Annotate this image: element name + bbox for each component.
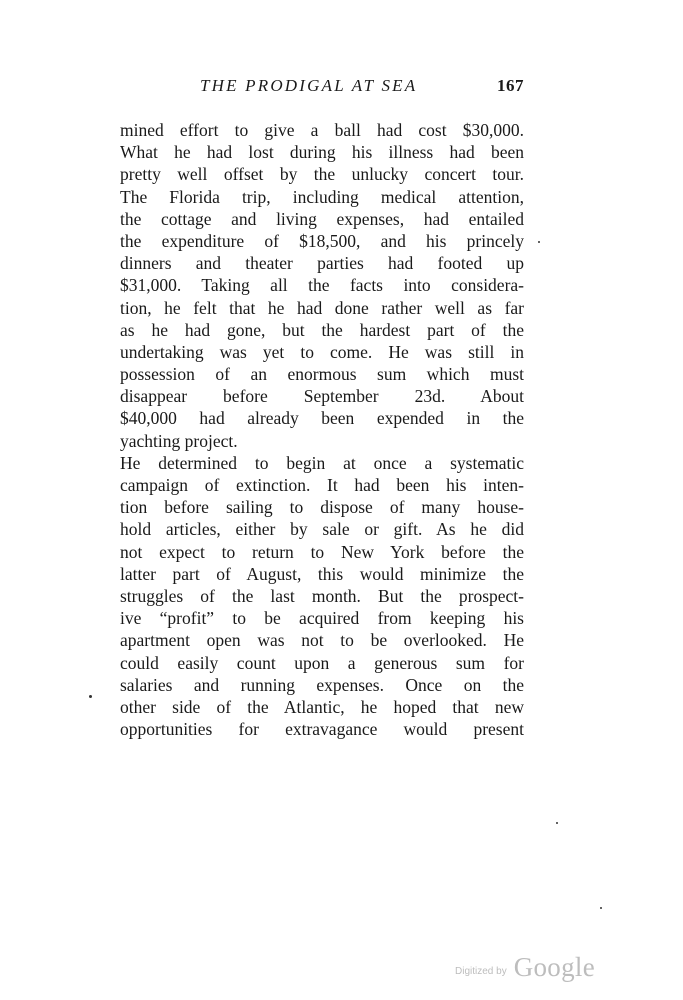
text-line: $31,000. Taking all the facts into considera-: [120, 275, 524, 296]
digitized-watermark: [455, 952, 595, 982]
text-line: as he had gone, but the hardest part of the: [120, 319, 524, 340]
text-line: apartment open was not to be overlooked. He: [120, 630, 524, 651]
text-line: $40,000 had already been expended in the: [120, 408, 524, 429]
google-logo: Google: [513, 952, 595, 982]
text-line: hold articles, either by sale or gift. As he did: [120, 519, 524, 540]
text-line: other side of the Atlantic, he hoped that new: [120, 696, 524, 717]
specks: [538, 241, 540, 243]
text-line: not expect to return to New York before the: [120, 541, 524, 562]
running-head: [120, 76, 524, 100]
text-line: The Florida trip, including medical attention,: [120, 186, 524, 207]
specks: [600, 907, 602, 909]
text-line: ive “profit” to be acquired from keeping his: [120, 608, 524, 629]
running-title: THE PRODIGAL AT SEA: [200, 76, 418, 95]
text-line: could easily count upon a generous sum for: [120, 652, 524, 673]
text-line: disappear before September 23d. About: [120, 386, 524, 407]
watermark-prefix: Digitized by: [455, 966, 507, 977]
text-line: dinners and theater parties had footed up: [120, 253, 524, 274]
text-line: tion, he felt that he had done rather well as far: [120, 297, 524, 318]
text-line: undertaking was yet to come. He was still in: [120, 341, 524, 362]
text-line: possession of an enormous sum which must: [120, 364, 524, 385]
text-line: tion before sailing to dispose of many house-: [120, 497, 524, 518]
body-text: [120, 119, 524, 740]
specks: [556, 822, 558, 824]
text-line: yachting project.: [120, 430, 238, 451]
text-line: opportunities for extravagance would present: [120, 719, 524, 740]
text-line: struggles of the last month. But the prospect-: [120, 585, 524, 606]
specks: [89, 695, 92, 698]
text-line: latter part of August, this would minimize the: [120, 563, 524, 584]
text-line: pretty well offset by the unlucky concert tour.: [120, 164, 524, 185]
text-line: campaign of extinction. It had been his inten-: [120, 475, 524, 495]
text-line: What he had lost during his illness had been: [120, 142, 524, 163]
text-line: the cottage and living expenses, had entailed: [120, 208, 524, 229]
page-number: 167: [497, 76, 524, 95]
text-line: He determined to begin at once a systematic: [120, 452, 524, 473]
text-line: mined effort to give a ball had cost $30,000.: [120, 120, 524, 140]
text-line: the expenditure of $18,500, and his princely: [120, 230, 524, 251]
text-line: salaries and running expenses. Once on the: [120, 674, 524, 695]
